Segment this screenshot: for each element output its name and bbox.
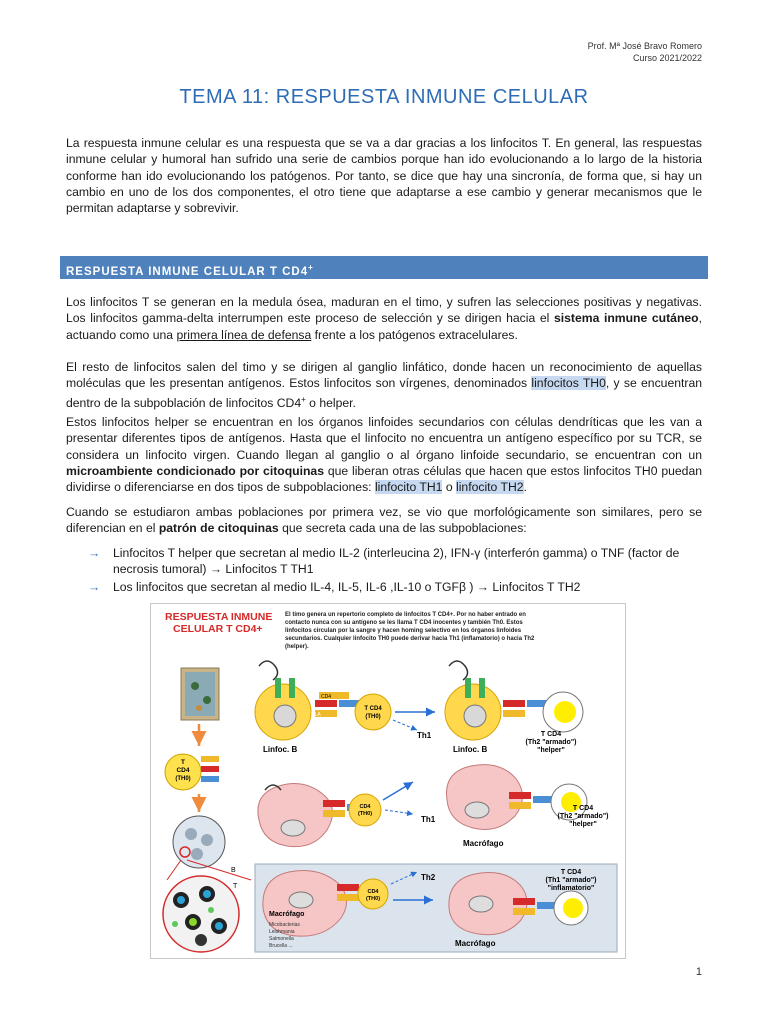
course: Curso 2021/2022: [632, 53, 702, 63]
linfoc-b-label: Linfoc. B: [453, 745, 488, 754]
b-label: B: [231, 867, 236, 874]
figure-title-2: CELULAR T CD4+: [173, 623, 263, 635]
th0-cell-middle-icon: [349, 794, 381, 826]
th1-armado-label: "inflamatorio": [547, 885, 595, 892]
p2-text-a: El resto de linfocitos salen del timo y se dirigen al ganglio linfático, donde hacen un reconocimiento de aquellas moléculas que les presentan antígenos. Estos linfocitos son vírgenes, denominados: [66, 360, 702, 391]
p1-underline: primera línea de defensa: [176, 327, 312, 342]
th2-armado-label: (Th2 "armado"): [525, 739, 577, 746]
bullet-text: Los linfocitos que secretan al medio IL-4, IL-5, IL-6 ,IL-10 o TGFβ ): [113, 579, 477, 594]
thymus-tissue-icon: [181, 668, 219, 720]
figure-desc-line: El timo genera un repertorio completo de linfocitos T CD4+. Por no haber entrado en: [285, 612, 526, 618]
figure-desc-line: contacto nunca con su antígeno se les llama T CD4 inocentes y también Th0. Estos: [285, 620, 523, 626]
section-heading-text: RESPUESTA INMUNE CELULAR T CD4: [66, 265, 309, 278]
th2-label: Th2: [421, 873, 436, 882]
th0-cell-top-icon: [355, 694, 391, 730]
th1-label: Th1: [417, 731, 432, 740]
list-item: [88, 545, 702, 578]
th2-armado-label: "helper": [569, 821, 597, 828]
cell-label: T CD4: [364, 706, 382, 712]
p1-bold: sistema inmune cutáneo: [553, 311, 699, 326]
cell-label: (TH0): [357, 811, 373, 817]
th2-armado-label: (Th2 "armado"): [557, 813, 609, 820]
macrofago-label: Macrófago: [463, 839, 504, 848]
pathogen-label: Salmonella: [269, 936, 294, 942]
figure-desc-line: linfocitos circulan por la sangre y hacen homing selectivo en los órganos linfoides: [285, 628, 522, 634]
figure-desc-line: (helper).: [285, 644, 309, 650]
p3-highlight-th1: linfocito TH1: [374, 480, 443, 495]
cell-label: CD4: [176, 767, 190, 774]
p1-text-a: Los linfocitos T se generan en la medula ósea, maduran en el timo, y sufren las selecciones positivas y negativas. Los linfocitos gamma-delta interrumpen este proceso de selección y se dirigen hacia el: [66, 295, 702, 326]
cell-label: (TH0): [175, 776, 191, 782]
bullet-text: Linfocitos T helper que secretan al medio IL-2 (interleucina 2), IFN-γ (interferón gamma) o TNF (factor de necrosis tumoral): [113, 546, 680, 577]
paragraph-4: [66, 504, 702, 537]
intro-paragraph: La respuesta inmune celular es una respuesta que se va a dar gracias a los linfocitos T. En general, las respuestas inmune celular y humoral han sufrido una serie de cambios porque han ido evolucionando a lo largo de la historia conforme han ido evolucionando los patógenos. Por tanto, se dice que hay una sincronía, de forma que, si hay un cambio en uno de los dos componentes, el otro tiene que adaptarse a ese cambio y generar mecanismos que le permitan adaptarse y sobrevivir.: [66, 136, 702, 216]
th1-armed-cell-icon: [554, 891, 588, 925]
macrophage-right-icon: [447, 765, 556, 830]
p4-text-c: que secreta cada una de las subpoblaciones:: [278, 521, 527, 536]
cd4-label: CD4: [321, 694, 332, 700]
th1-armado-label: (Th1 "armado"): [545, 877, 597, 884]
author: Prof. Mª José Bravo Romero: [587, 41, 702, 51]
b-cell-top-icon: [255, 661, 311, 740]
th2-armado-label: "helper": [537, 747, 565, 754]
p3-text-a: Estos linfocitos helper se encuentran en los órganos linfoides secundarios con células dendríticas que les van a presentar diferentes tipos de antígenos. Hasta que el linfocito no encuentra un antígeno específico por su TCR, se considera un linfocito virgen. Cuando llegan al ganglio o al órgano linfoide secundario, se encuentran con un: [66, 415, 702, 462]
paragraph-3: [66, 414, 702, 495]
th1-label: Th1: [421, 815, 436, 824]
p3-bold: microambiente condicionado por citoquinas: [66, 463, 324, 478]
p2-sup: +: [301, 394, 306, 404]
arrow-icon: →: [88, 579, 101, 594]
b-cell-right-icon: [445, 661, 549, 740]
arrow-icon: →: [88, 546, 101, 560]
p4-bold: patrón de citoquinas: [158, 521, 279, 536]
linfoc-b-label: Linfoc. B: [263, 745, 298, 754]
p3-text-e: o: [442, 480, 457, 495]
p3-text-c: que liberan otras células que hacen que estos linfocitos TH0 puedan dividirse o diferenciarse en dos tipos de subpoblaciones:: [66, 463, 703, 495]
list-item: [88, 579, 702, 595]
macrofago-label: Macrófago: [269, 911, 305, 918]
hla-label: HLA: [311, 712, 321, 718]
t-cd4-th0-cell-icon: [165, 754, 219, 790]
th2-armado-label: T CD4: [572, 805, 594, 812]
cell-label: (TH0): [365, 714, 381, 720]
arrow-icon: →: [209, 562, 223, 577]
th2-armado-label: T CD4: [540, 731, 562, 738]
cell-label: CD4: [359, 804, 371, 810]
cell-label: CD4: [367, 889, 379, 895]
paragraph-2: [66, 359, 702, 411]
molecule-complex-icon: [311, 692, 361, 718]
th2-armed-cell-icon: [543, 692, 583, 732]
p2-text-d: o helper.: [305, 395, 356, 410]
p4-text-a: Cuando se estudiaron ambas poblaciones por primera vez, se vio que morfológicamente son similares, pero se diferencian en el: [66, 505, 702, 536]
p1-text-c: , actuando como una: [66, 311, 702, 342]
figure-desc-line: secundarios. Cualquier linfocito TH0 puede derivar hacia Th1 (inflamatorio) o hacia Th2: [285, 636, 535, 642]
p1-text-e: frente a los patógenos extracelulares.: [311, 327, 518, 342]
header-meta: [588, 40, 702, 64]
th0-cell-bottom-icon: [358, 879, 388, 909]
pathogen-label: Leishmania: [269, 929, 295, 935]
node-detail-icon: [163, 876, 239, 952]
bullet-result: Linfocitos T TH1: [222, 562, 314, 577]
p2-highlight: linfocitos TH0: [531, 376, 606, 391]
pathogen-label: Brucella ...: [269, 943, 293, 949]
macrofago-label: Macrófago: [455, 939, 496, 948]
bullet-result: Linfocitos T TH2: [488, 579, 581, 594]
page-title: TEMA 11: RESPUESTA INMUNE CELULAR: [179, 86, 589, 108]
p3-text-g: .: [523, 480, 527, 495]
cell-label: (TH0): [365, 896, 381, 902]
immune-response-figure: [150, 603, 626, 959]
p3-highlight-th2: linfocito TH2: [456, 480, 524, 495]
figure-title-1: RESPUESTA INMUNE: [165, 611, 273, 623]
section-heading-sup: +: [308, 263, 314, 272]
pathogen-label: Micobacterias: [269, 922, 300, 928]
cell-label: T: [181, 759, 185, 766]
bullet-list: [88, 545, 702, 596]
paragraph-1: [66, 294, 702, 343]
arrow-icon: →: [476, 579, 489, 594]
page-number: 1: [695, 966, 702, 978]
p2-text-c: , y se encuentran dentro de la subpoblación de linfocitos CD4: [66, 376, 702, 410]
th1-armado-label: T CD4: [560, 869, 582, 876]
t-label: T: [233, 883, 238, 890]
section-heading: [60, 256, 708, 279]
